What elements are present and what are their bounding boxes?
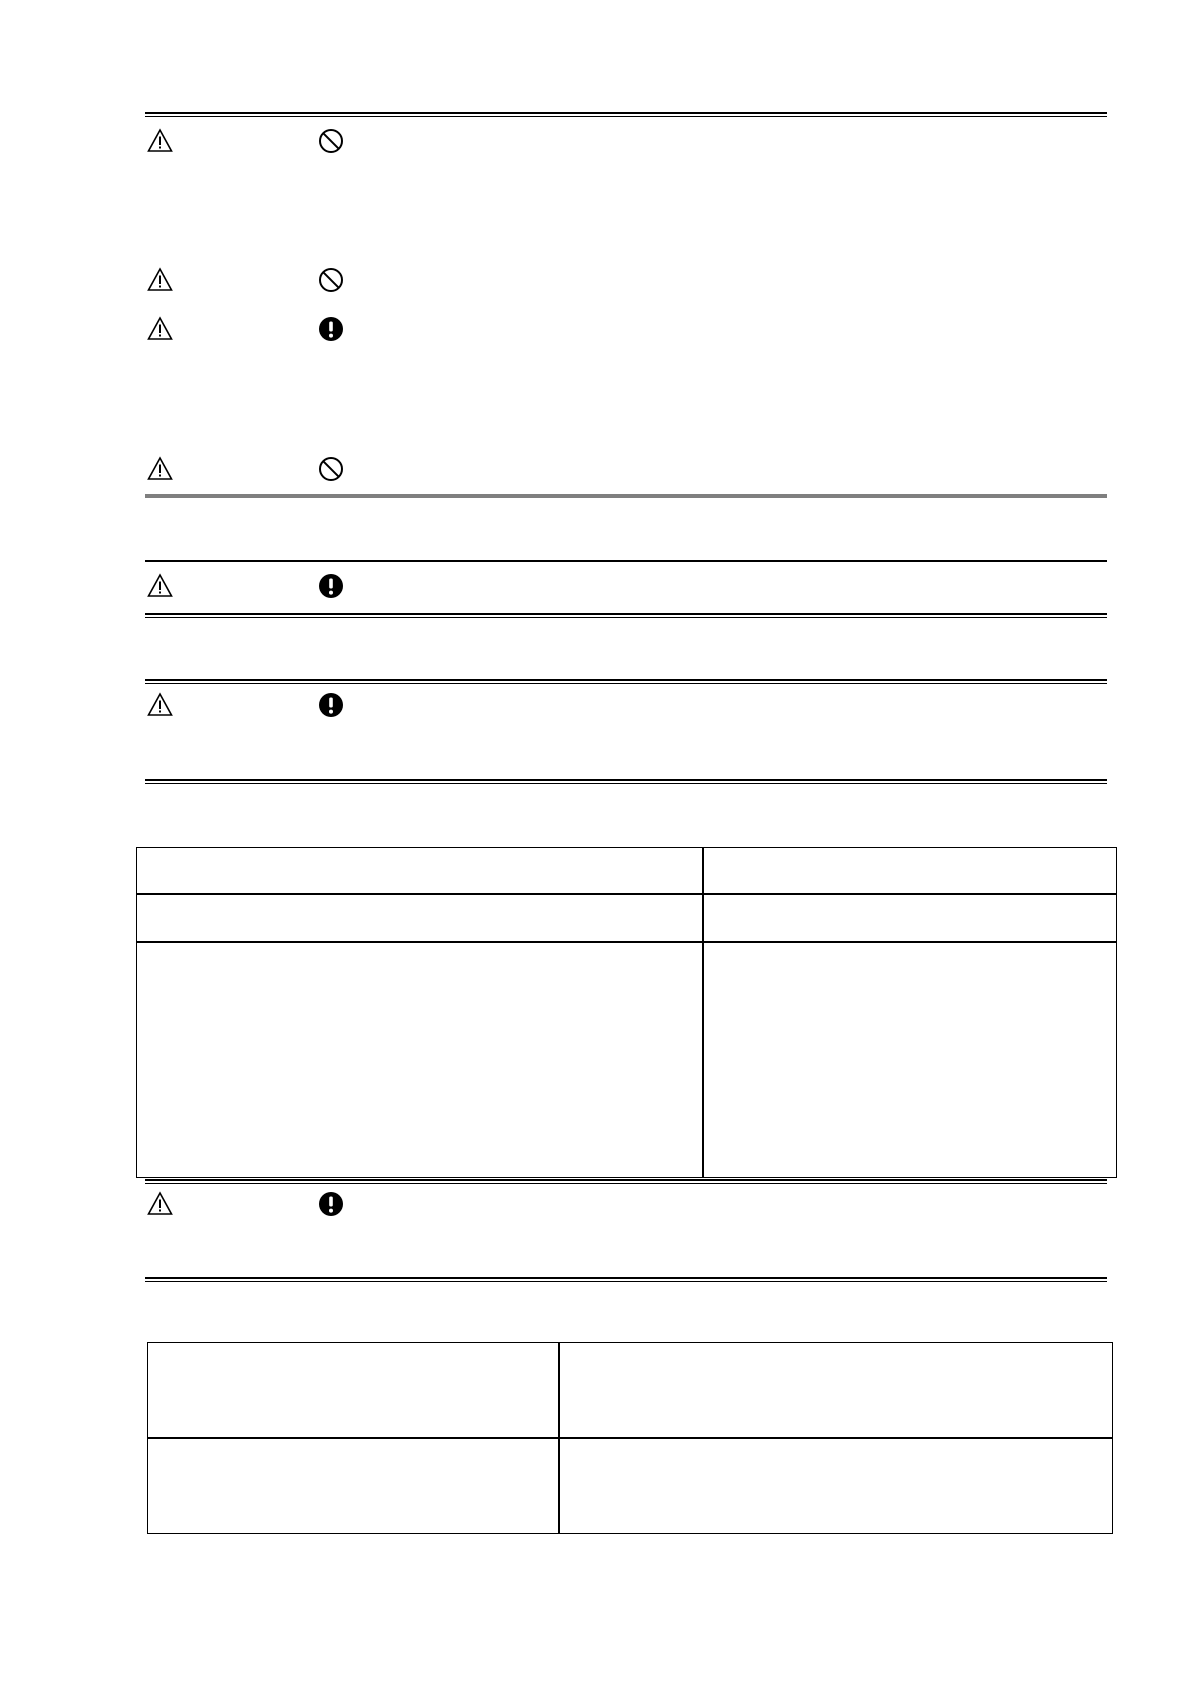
table-cell bbox=[137, 895, 702, 941]
table-cell bbox=[137, 848, 702, 893]
section-bottom-rule bbox=[145, 494, 1107, 498]
warning-triangle-icon bbox=[147, 128, 173, 154]
section-top-rule bbox=[145, 679, 1107, 684]
warning-triangle-icon bbox=[147, 692, 173, 718]
table-cell bbox=[137, 943, 702, 1177]
table-cell bbox=[704, 943, 1116, 1177]
section-top-rule bbox=[145, 560, 1107, 562]
warning-triangle-icon bbox=[147, 267, 173, 293]
data-table bbox=[147, 1342, 1113, 1534]
mandatory-action-icon bbox=[318, 692, 344, 718]
prohibition-icon bbox=[318, 456, 344, 482]
prohibition-icon bbox=[318, 128, 344, 154]
mandatory-action-icon bbox=[318, 316, 344, 342]
data-table bbox=[136, 847, 1117, 1178]
table-cell bbox=[148, 1439, 558, 1533]
mandatory-action-icon bbox=[318, 1191, 344, 1217]
section-bottom-rule bbox=[145, 613, 1107, 618]
warning-triangle-icon bbox=[147, 573, 173, 599]
section-bottom-rule bbox=[145, 1277, 1107, 1282]
prohibition-icon bbox=[318, 267, 344, 293]
section-top-rule bbox=[145, 1179, 1107, 1184]
warning-triangle-icon bbox=[147, 456, 173, 482]
table-cell bbox=[148, 1343, 558, 1437]
table-cell bbox=[704, 895, 1116, 941]
table-cell bbox=[560, 1439, 1112, 1533]
table-cell bbox=[560, 1343, 1112, 1437]
section-top-rule bbox=[145, 112, 1107, 117]
warning-triangle-icon bbox=[147, 1191, 173, 1217]
section-bottom-rule bbox=[145, 779, 1107, 784]
warning-triangle-icon bbox=[147, 316, 173, 342]
table-cell bbox=[704, 848, 1116, 893]
mandatory-action-icon bbox=[318, 573, 344, 599]
